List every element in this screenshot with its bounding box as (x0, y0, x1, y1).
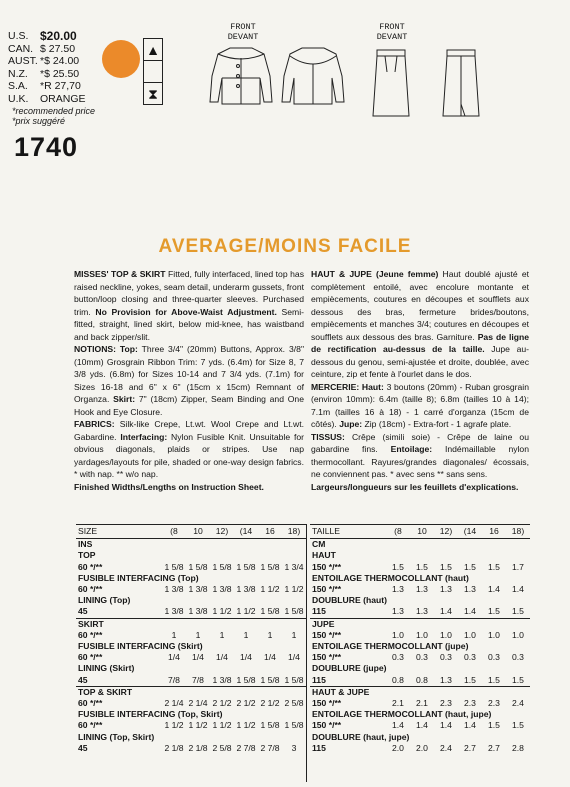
price-row (8, 93, 108, 106)
table-row (76, 686, 306, 698)
table-row (310, 641, 530, 652)
table-cell: 1 1/2 (260, 584, 280, 595)
table-cell: 2.7 (464, 742, 476, 753)
table-header-cell: 12) (434, 525, 458, 539)
table-cell: 1.5 (488, 561, 500, 572)
price-amount: *$ 25.50 (40, 67, 80, 80)
table-cell: 1 5/8 (236, 674, 256, 685)
table-cell: 1/4 (216, 652, 228, 663)
table-row (310, 630, 530, 641)
table-row (310, 652, 530, 663)
table-cell: 1.4 (392, 720, 404, 731)
table-row-label: DOUBLURE (jupe) (312, 663, 387, 674)
table-row (310, 550, 530, 561)
symbol-box (143, 38, 163, 105)
table-cell: 1.0 (464, 629, 476, 640)
table-cell: 1 1/2 (212, 606, 232, 617)
table-row (310, 606, 530, 618)
table-english (76, 524, 306, 754)
table-cell: 1.3 (440, 674, 452, 685)
price-country: U.S. (8, 30, 29, 42)
table-cell: 2 7/8 (236, 742, 256, 753)
table-cell: 1.5 (440, 561, 452, 572)
table-cell: 1.4 (464, 606, 476, 617)
table-cell: 1.4 (440, 606, 452, 617)
table-cell: 1 (219, 629, 225, 640)
table-row-label: 45 (78, 674, 88, 685)
table-cell: 1.4 (416, 720, 428, 731)
table-row (76, 732, 306, 743)
hourglass-icon: ⧗ (148, 85, 158, 102)
table-cell: 1 5/8 (164, 561, 184, 572)
table-cell: 1/4 (264, 652, 276, 663)
table-row (310, 743, 530, 754)
table-row-label: 45 (78, 606, 88, 617)
table-cell: 1 5/8 (260, 561, 280, 572)
table-cell: 1.0 (440, 629, 452, 640)
table-row-label: 150 */** (312, 652, 342, 663)
table-cell: 1.5 (464, 561, 476, 572)
table-row (310, 675, 530, 687)
table-row-label: TOP (78, 550, 96, 561)
table-header-cell: 10 (410, 525, 434, 539)
table-cell: 1/4 (240, 652, 252, 663)
table-cell: 1 1/2 (212, 720, 232, 731)
table-cell: 1.3 (464, 584, 476, 595)
table-cell: 2.0 (416, 742, 428, 753)
table-row (76, 606, 306, 618)
table-cell: 0.3 (392, 652, 404, 663)
table-cell: 2 1/2 (212, 698, 232, 709)
table-row (76, 709, 306, 720)
table-cell: 1 3/8 (188, 606, 208, 617)
table-row (76, 550, 306, 561)
table-cell: 1.0 (512, 629, 524, 640)
table-cell: 1 1/2 (236, 720, 256, 731)
table-cell: 2 1/4 (164, 698, 184, 709)
price-row (8, 43, 108, 56)
table-row (310, 573, 530, 584)
table-header-cell: (8 (386, 525, 410, 539)
table-row-label: DOUBLURE (haut, jupe) (312, 731, 410, 742)
table-cell: 1.5 (416, 561, 428, 572)
skirt-drawings (365, 42, 495, 122)
table-cell: 0.3 (464, 652, 476, 663)
table-cell: 2.4 (512, 698, 524, 709)
table-row (310, 562, 530, 573)
table-row-label: 115 (312, 742, 326, 753)
table-header-cell: TAILLE (310, 525, 386, 539)
table-row-label: HAUT & JUPE (310, 686, 530, 698)
table-row (76, 743, 306, 754)
table-row-label: 60 */** (78, 629, 103, 640)
table-row (310, 698, 530, 709)
table-row-label: 150 */** (312, 561, 342, 572)
front-label-skirt: FRONT DEVANT (376, 22, 408, 42)
table-cell: 1 (171, 629, 177, 640)
table-row (76, 539, 306, 551)
table-cell: 1 1/2 (164, 720, 184, 731)
table-cell: 1.4 (512, 584, 524, 595)
price-row (8, 68, 108, 81)
table-header-cell: 16 (258, 525, 282, 539)
table-row (310, 663, 530, 674)
table-cell: 2.1 (392, 698, 404, 709)
table-cell: 1 5/8 (260, 720, 280, 731)
table-cell: 0.3 (440, 652, 452, 663)
table-cell: 1 1/2 (188, 720, 208, 731)
price-country: S.A. (8, 80, 28, 93)
table-row-label: LINING (Top, Skirt) (78, 731, 155, 742)
table-cell: 1 5/8 (284, 674, 304, 685)
table-cell: 1 3/8 (164, 584, 184, 595)
table-cell: 2 7/8 (260, 742, 280, 753)
table-row-label: FUSIBLE INTERFACING (Top, Skirt) (78, 709, 223, 720)
table-cell: 1 3/8 (188, 584, 208, 595)
table-cell: 1.4 (488, 584, 500, 595)
table-cell: 1.3 (392, 606, 404, 617)
table-row-label: 45 (78, 742, 88, 753)
table-row-label: TOP & SKIRT (76, 686, 306, 698)
english-description: MISSES' TOP & SKIRT Fitted, fully interfaced, lined top has raised neckline, yokes, seam detail, underarm gussets, front button/loop closing and three-quarter sleeves. Purchased trim. No Provision for Above-Waist Adjustment. Semi-fitted, straight, lined skirt, below mid-knee, has waistband and back zipper/slit. NOTIONS: Top: Three 3/4" (20mm) Buttons, Approx. 3/8" (10mm) Grosgrain Ribbon Trim: 7 yds. (6.4m) for Size 8, 7 3/8 yds. (6.8m) for Sizes 10-14 and 7 3/4 yds. (7.1m) for Sizes 16-18 and 6" x 6" (15cm x 15cm) Remnant of Organza. Skirt: 7" (18cm) Zipper, Seam Binding and One Hook and Eye Closure. FABRICS: Silk-like Crepe, Lt.wt. Wool Crepe and Lt.wt. Gabardine. Interfacing: Nylon Fusible Knit. Unsuitable for obvious diagonals, plaids or stripes. Use nap yardages/layouts for pile, shaded or one-way design fabrics. * with nap. ** w/o nap. Finished Widths/Lengths on Instruction Sheet. (74, 269, 305, 492)
table-row-label: LINING (Top) (78, 595, 131, 606)
table-french (310, 524, 530, 754)
empty-box (144, 61, 162, 83)
table-cell: 2 1/8 (164, 742, 184, 753)
table-row-label: ENTOILAGE THERMOCOLLANT (haut) (312, 572, 469, 583)
table-cell: 1.5 (488, 606, 500, 617)
table-cell: 1.0 (488, 629, 500, 640)
table-cell: 1 (243, 629, 249, 640)
table-cell: 1 3/8 (212, 674, 232, 685)
table-row-label: FUSIBLE INTERFACING (Skirt) (78, 641, 203, 652)
table-row (76, 641, 306, 652)
table-cell: 1.3 (440, 584, 452, 595)
table-cell: 1.4 (464, 720, 476, 731)
front-label-top: FRONT DEVANT (227, 22, 259, 42)
table-cell: 7/8 (168, 674, 180, 685)
table-cell: 1 5/8 (236, 561, 256, 572)
table-cell: 2.8 (512, 742, 524, 753)
table-cell: 1.7 (512, 561, 524, 572)
price-country: U.K. (8, 92, 29, 105)
table-row (76, 675, 306, 687)
table-row-label: FUSIBLE INTERFACING (Top) (78, 572, 199, 583)
table-cell: 1 3/8 (212, 584, 232, 595)
table-cell: 1 5/8 (188, 561, 208, 572)
french-description: HAUT & JUPE (Jeune femme) Haut doublé ajusté et complètement entoilé, avec encolure montante et empiècements, coutures en découpes et soufflets aux dessous des bras, fermeture brides/boutons, empiècements et manches 3/4; coutures en découpes et soufflets aux dessous des bras. Garniture. Pas de ligne de rectification au-dessus de la taille. Jupe au-dessous du genou, semi-ajustée et droite, doublée, avec ceinture, zip et fente à l'ourlet dans le dos. MERCERIE: Haut: 3 boutons (20mm) - Ruban grosgrain (environ 10mm): 6.4m (taille 8); 6.8m (tailles 10 à 14); 7.1m (tailles 16 à 18) - 1 carré d'organza (15cm de côtés). Jupe: Zip (18cm) - Extra-fort - 1 agrafe plate. TISSUS: Crêpe (simili soie) - Crêpe de laine ou gabardine fins. Entoilage: Indémaillable nylon thermocollant. Rayures/grandes diagonales/ écossais, ne conviennent pas. * avec sens ** sans sens. Largeurs/longueurs sur les feuillets d'explications. (311, 269, 530, 492)
price-row (8, 55, 108, 68)
table-header-cell: 16 (482, 525, 506, 539)
table-row (310, 686, 530, 698)
table-cell: 1/4 (192, 652, 204, 663)
pattern-number: 1740 (14, 132, 79, 162)
price-amount: *$ 24.00 (40, 55, 80, 68)
table-row-label: 150 */** (312, 698, 342, 709)
table-cell: 0.3 (488, 652, 500, 663)
table-cell: 1 (195, 629, 201, 640)
table-cell: 2.3 (464, 698, 476, 709)
table-cell: 1 3/8 (164, 606, 184, 617)
table-cell: 1 (291, 629, 297, 640)
price-country: AUST. (8, 55, 38, 68)
table-cell: 1.5 (392, 561, 404, 572)
price-country: CAN. (8, 42, 34, 55)
table-cell: 1.5 (512, 606, 524, 617)
table-header-cell: (8 (162, 525, 186, 539)
orange-dot (102, 40, 140, 78)
table-row-label: ENTOILAGE THERMOCOLLANT (haut, jupe) (312, 709, 492, 720)
table-cell: 1 5/8 (260, 606, 280, 617)
table-header-cell: (14 (458, 525, 482, 539)
column-divider (306, 524, 307, 782)
table-cell: 1.5 (512, 674, 524, 685)
table-cell: 1 3/8 (236, 584, 256, 595)
price-amount: $ 27.50 (40, 42, 76, 55)
price-row (8, 80, 108, 93)
price-amount: $20.00 (40, 29, 77, 43)
table-row-label: 150 */** (312, 584, 342, 595)
table-cell: 2 5/8 (212, 742, 232, 753)
table-cell: 1 5/8 (212, 561, 232, 572)
table-row-label: CM (310, 539, 530, 551)
table-cell: 3 (291, 742, 297, 753)
table-row (76, 698, 306, 709)
table-header-cell: 18) (282, 525, 306, 539)
table-cell: 2 1/2 (260, 698, 280, 709)
table-cell: 2 1/2 (236, 698, 256, 709)
table-cell: 1.5 (488, 720, 500, 731)
table-row-label: INS (76, 539, 306, 551)
table-header-cell: (14 (234, 525, 258, 539)
table-cell: 2.1 (416, 698, 428, 709)
table-row (76, 562, 306, 573)
table-row-label: SKIRT (76, 618, 306, 630)
table-row (310, 618, 530, 630)
table-header-cell: 10 (186, 525, 210, 539)
table-header-row (76, 525, 306, 539)
table-row-label: 150 */** (312, 720, 342, 731)
table-cell: 1 (267, 629, 273, 640)
table-cell: 2.3 (440, 698, 452, 709)
table-row-label: ENTOILAGE THERMOCOLLANT (jupe) (312, 641, 469, 652)
price-list (8, 30, 108, 126)
table-row (310, 595, 530, 606)
table-header-cell: SIZE (76, 525, 162, 539)
table-cell: 1 3/4 (284, 561, 304, 572)
table-cell: 1 5/8 (260, 674, 280, 685)
table-row-label: 115 (312, 674, 326, 685)
table-cell: 1.3 (416, 584, 428, 595)
table-row (310, 720, 530, 731)
table-cell: 1.4 (440, 720, 452, 731)
table-cell: 1 5/8 (284, 720, 304, 731)
table-row-label: HAUT (312, 550, 336, 561)
table-row (310, 539, 530, 551)
table-row (76, 652, 306, 663)
table-cell: 1.3 (392, 584, 404, 595)
table-cell: 2.0 (392, 742, 404, 753)
table-cell: 0.8 (392, 674, 404, 685)
recommended-price-note: *recommended price (12, 105, 96, 116)
table-row (76, 630, 306, 641)
table-row-label: 60 */** (78, 698, 103, 709)
table-cell: 1 1/2 (284, 584, 304, 595)
table-header-row (310, 525, 530, 539)
table-row (310, 584, 530, 595)
price-amount: ORANGE (40, 92, 86, 105)
table-row (310, 709, 530, 720)
table-row-label: 60 */** (78, 652, 103, 663)
table-cell: 2 5/8 (284, 698, 304, 709)
table-row (76, 573, 306, 584)
table-header-cell: 18) (506, 525, 530, 539)
table-cell: 1 1/2 (236, 606, 256, 617)
table-cell: 2.7 (488, 742, 500, 753)
price-country: N.Z. (8, 67, 28, 80)
table-cell: 2.3 (488, 698, 500, 709)
table-row (76, 595, 306, 606)
table-cell: 2 1/4 (188, 698, 208, 709)
table-cell: 2.4 (440, 742, 452, 753)
table-row-label: 60 */** (78, 561, 103, 572)
table-row (76, 663, 306, 674)
table-row-label: 150 */** (312, 629, 342, 640)
table-row (76, 584, 306, 595)
prix-suggere-note: *prix suggéré (12, 115, 66, 126)
table-cell: 7/8 (192, 674, 204, 685)
difficulty-heading: AVERAGE/MOINS FACILE (158, 236, 412, 257)
table-cell: 1/4 (288, 652, 300, 663)
top-drawings (200, 42, 350, 122)
table-cell: 1/4 (168, 652, 180, 663)
table-row-label: 60 */** (78, 584, 103, 595)
table-cell: 0.3 (512, 652, 524, 663)
table-row-label: LINING (Skirt) (78, 663, 135, 674)
price-amount: *R 27,70 (40, 80, 81, 93)
table-cell: 2 1/8 (188, 742, 208, 753)
table-cell: 1.0 (392, 629, 404, 640)
table-cell: 0.3 (416, 652, 428, 663)
table-row-label: DOUBLURE (haut) (312, 595, 387, 606)
table-cell: 0.8 (416, 674, 428, 685)
table-row-label: JUPE (310, 618, 530, 630)
table-row (310, 732, 530, 743)
table-cell: 1.5 (488, 674, 500, 685)
table-cell: 1.5 (512, 720, 524, 731)
table-row-label: 60 */** (78, 720, 103, 731)
table-cell: 1.3 (416, 606, 428, 617)
table-row-label: 115 (312, 606, 326, 617)
table-row (76, 618, 306, 630)
table-cell: 1.5 (464, 674, 476, 685)
table-cell: 1 5/8 (284, 606, 304, 617)
table-cell: 1.0 (416, 629, 428, 640)
table-header-cell: 12) (210, 525, 234, 539)
triangle-up-icon: ▲ (144, 39, 162, 61)
table-row (76, 720, 306, 731)
price-row (8, 30, 108, 43)
